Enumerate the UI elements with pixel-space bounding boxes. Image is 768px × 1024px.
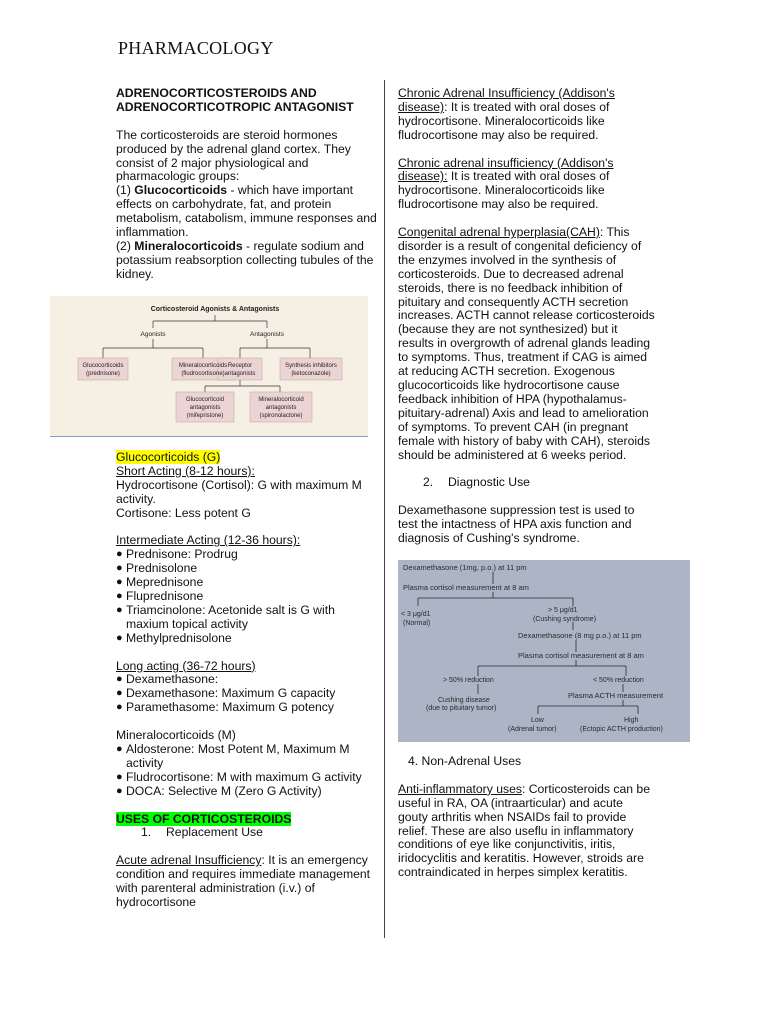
left-column: [116, 87, 378, 282]
intro-paragraph: The corticosteroids are steroid hormones produced by the adrenal gland cortex. They consist of 2 major physiological and pharmacologic groups:: [116, 127, 351, 184]
page-header: PHARMACOLOGY: [118, 38, 274, 58]
figure-title: Corticosteroid Agonists & Antagonists: [150, 306, 280, 313]
left-column-lower: [116, 451, 378, 910]
short-acting-heading: Short Acting (8-12 hours):: [116, 463, 255, 478]
replacement-use-label: Replacement Use: [166, 825, 263, 840]
intermediate-item: [116, 632, 378, 646]
intermediate-item-text: Prednisone: Prodrug: [126, 547, 238, 562]
flow-step-1: Dexamethasone (1mg, p.o.) at 11 pm: [403, 563, 527, 572]
flow-step-3: Dexamethasone (8 mg p.o.) at 11 pm: [518, 631, 642, 640]
receptor-box-line2: antagonists: [224, 371, 256, 377]
synthesis-box-line2: (ketoconazole): [291, 371, 331, 377]
bullet-icon: ●: [116, 548, 123, 561]
flow-low-label: Low: [531, 717, 544, 724]
flow-cushing-label: (Cushing syndrome): [533, 616, 597, 623]
intermediate-item-text: Methylprednisolone: [126, 630, 232, 645]
agonists-antagonists-figure: [50, 296, 368, 437]
antagonists-label: Antagonists: [250, 331, 284, 338]
diagnostic-use-number: 2.: [423, 475, 434, 490]
flow-step-5: Plasma ACTH measurement: [568, 691, 664, 700]
glucocorticoids-heading: [116, 451, 378, 465]
flow-step-4: Plasma cortisol measurement at 8 am: [518, 651, 644, 660]
long-acting-heading: Long acting (36-72 hours): [116, 658, 256, 673]
diagnostic-use-item: [398, 476, 656, 490]
group1-number: (1): [116, 183, 131, 198]
flow-normal-label: (Normal): [403, 620, 431, 627]
synthesis-box-line1: Synthesis inhibitors: [285, 363, 337, 369]
group2-description: - regulate sodium and potassium reabsorption collecting tubules of the kidney.: [116, 238, 374, 281]
cah-paragraph: [398, 226, 656, 462]
agonists-label: Agonists: [140, 331, 166, 338]
addison-text-2: It is treated with oral doses of hydrocortisone. Mineralocorticoids like fludrocortisone may also be required.: [398, 169, 610, 212]
intermediate-item: [116, 548, 378, 562]
glucocorticoids-box-line2: (prednisone): [86, 371, 120, 377]
receptor-box-line1: Receptor: [227, 363, 253, 369]
dexamethasone-test-figure: [398, 560, 690, 742]
group1-name: Glucocorticoids: [134, 183, 228, 198]
addison-title-1: Chronic Adrenal Insufficiency (Addison's disease): [398, 86, 615, 114]
flow-more-reduction: > 50% reduction: [443, 677, 494, 684]
flow-high-label: High: [624, 717, 639, 724]
intermediate-item: [116, 604, 378, 632]
intermediate-item-text: Triamcinolone: Acetonide salt is G with maxium topical activity: [126, 602, 335, 631]
mineralo-item: [116, 743, 378, 771]
group1-paragraph: [116, 184, 378, 240]
section-heading-line1: ADRENOCORTICOSTEROIDS AND: [116, 86, 317, 100]
acute-insufficiency-text: : It is an emergency condition and requires immediate management with parenteral administration (i.v.) of hydrocortisone: [116, 853, 371, 909]
uses-heading: [116, 813, 378, 827]
replacement-use-number: 1.: [141, 825, 152, 840]
cah-text: : This disorder is a result of congenital deficiency of the enzymes involved in the synthesis of corticosteroids. Due to decreased adrenal steroids, there is no feedback inhibition of pituitary and consequently ACTH secretion increases. ACTH cannot release corticosteroids (because they are not synthesized) but it results in overgrowth of adrenal glands leading to symptoms. Thus, treatment if CAG is aimed at reducing ACTH secretion. Exogenous glucocorticoids like hydrocortisone cause feedback inhibition of HPA (hypothalamus-pituitary-adrenal) Axis and lead to amelioration of symptoms. To prevent CAH (in pregnant female with history of baby with CAH), steroids should be administered at 6 weeks period.: [398, 225, 655, 462]
mineralocorticoids-box-line1: Mineralocorticoids: [178, 363, 228, 369]
mineralo-antagonist-box-line3: (spironolactone): [259, 413, 303, 419]
cah-title: Congenital adrenal hyperplasia(CAH): [398, 225, 600, 240]
flow-cushing-value: > 5 μg/d1: [548, 607, 578, 614]
flow-cushing-disease: Cushing disease: [438, 697, 490, 704]
mineralo-item-text: DOCA: Selective M (Zero G Activity): [126, 783, 322, 798]
short-acting-item-2: Cortisone: Less potent G: [116, 505, 251, 520]
dexamethasone-paragraph: Dexamethasone suppression test is used to test the intactness of HPA axis function and diagnosis of Cushing's syndrome.: [398, 503, 635, 545]
bullet-icon: ●: [116, 631, 123, 644]
flow-step-2: Plasma cortisol measurement at 8 am: [403, 583, 529, 592]
mineralo-item-text: Fludrocortisone: M with maximum G activity: [126, 769, 362, 784]
non-adrenal-uses-heading: 4. Non-Adrenal Uses: [408, 754, 522, 768]
intermediate-item-text: Meprednisone: [126, 575, 204, 590]
addison-paragraph-2: [398, 157, 656, 213]
mineralo-item: [116, 785, 378, 799]
anti-inflammatory-title: Anti-inflammatory uses: [398, 781, 522, 796]
long-acting-item: [116, 701, 378, 715]
bullet-icon: ●: [116, 576, 123, 589]
right-column-lower: [398, 755, 656, 880]
gluco-antagonist-box-line2: antagonists: [189, 405, 221, 411]
anti-inflammatory-text: : Corticosteroids can be useful in RA, OA (intraarticular) and acute gouty arthritis when NSAIDs fail to provide relief. These are also useflu in inflammatory conditions of eye like conjunctivitis, iritis, iridocyclitis and keratitis. However, stroids are contraindicated in herpes simplex keratitis.: [398, 781, 650, 880]
flow-cushing-disease-cause: (due to pituitary tumor): [426, 705, 497, 712]
mineralo-item: [116, 771, 378, 785]
mineralo-item-text: Aldosterone: Most Potent M, Maximum M activity: [126, 741, 350, 770]
intermediate-item: [116, 590, 378, 604]
bullet-icon: ●: [116, 603, 123, 616]
group2-paragraph: [116, 240, 378, 282]
gluco-antagonist-box-line3: (mifepristone): [186, 413, 224, 419]
group1-description: - which have important effects on carbohydrate, fat, and protein metabolism, catabolism, immune responses and inflammation.: [116, 183, 377, 240]
anti-inflammatory-paragraph: [398, 783, 656, 880]
flow-low-cause: (Adrenal tumor): [508, 726, 557, 733]
long-acting-item-text: Dexamethasone: Maximum G capacity: [126, 686, 336, 701]
flow-normal-value: < 3 μg/d1: [401, 611, 431, 618]
long-acting-item: [116, 687, 378, 701]
section-heading-line2: ADRENOCORTICOTROPIC ANTAGONIST: [116, 99, 354, 114]
bullet-icon: ●: [116, 770, 123, 783]
addison-text-1: : It is treated with oral doses of hydrocortisone. Mineralocorticoids like fludrocortisone may also be required.: [398, 99, 610, 142]
addison-title-2: Chronic adrenal insufficiency (Addison's disease):: [398, 155, 614, 184]
uses-heading-text: USES OF CORTICOSTEROIDS: [116, 811, 292, 826]
intermediate-item: [116, 562, 378, 576]
right-column: [398, 87, 656, 546]
intermediate-item: [116, 576, 378, 590]
glucocorticoids-box-line1: Glucocorticoids: [82, 363, 124, 369]
bullet-icon: ●: [116, 784, 123, 797]
glucocorticoids-heading-text: Glucocorticoids (G): [116, 450, 221, 464]
group2-number: (2): [116, 238, 131, 253]
mineralo-antagonist-box-line1: Mineralocorticoid: [258, 397, 304, 403]
gluco-antagonist-box-line1: Glucocorticoid: [185, 397, 225, 403]
addison-paragraph-1: [398, 87, 656, 143]
intermediate-item-text: Fluprednisone: [126, 589, 204, 604]
replacement-use-item: [116, 826, 378, 840]
mineralo-antagonist-box-line2: antagonists: [265, 405, 297, 411]
acute-insufficiency-paragraph: [116, 854, 378, 910]
mineralocorticoids-box-line2: (fludrocortisone): [181, 371, 225, 377]
intermediate-item-text: Prednisolone: [126, 561, 198, 576]
bullet-icon: ●: [116, 673, 123, 686]
column-divider: [384, 80, 385, 938]
bullet-icon: ●: [116, 562, 123, 575]
long-acting-item-text: Paramethasome: Maximum G potency: [126, 700, 334, 715]
bullet-icon: ●: [116, 742, 123, 755]
acute-insufficiency-title: Acute adrenal Insufficiency: [116, 853, 262, 868]
diagnostic-use-label: Diagnostic Use: [448, 475, 530, 490]
long-acting-item-text: Dexamethasone:: [126, 672, 219, 687]
agonists-antagonists-diagram: [50, 296, 368, 436]
mineralocorticoids-heading: Mineralocorticoids (M): [116, 728, 236, 743]
bullet-icon: ●: [116, 701, 123, 714]
group2-name: Mineralocorticoids: [134, 238, 243, 253]
flow-high-cause: (Ectopic ACTH production): [580, 726, 663, 733]
flow-less-reduction: < 50% reduction: [593, 677, 644, 684]
intermediate-acting-heading: Intermediate Acting (12-36 hours):: [116, 533, 301, 548]
short-acting-item-1: Hydrocortisone (Cortisol): G with maximum M activity.: [116, 477, 362, 506]
dexamethasone-flowchart: [398, 560, 690, 742]
long-acting-item: [116, 673, 378, 687]
bullet-icon: ●: [116, 687, 123, 700]
bullet-icon: ●: [116, 590, 123, 603]
